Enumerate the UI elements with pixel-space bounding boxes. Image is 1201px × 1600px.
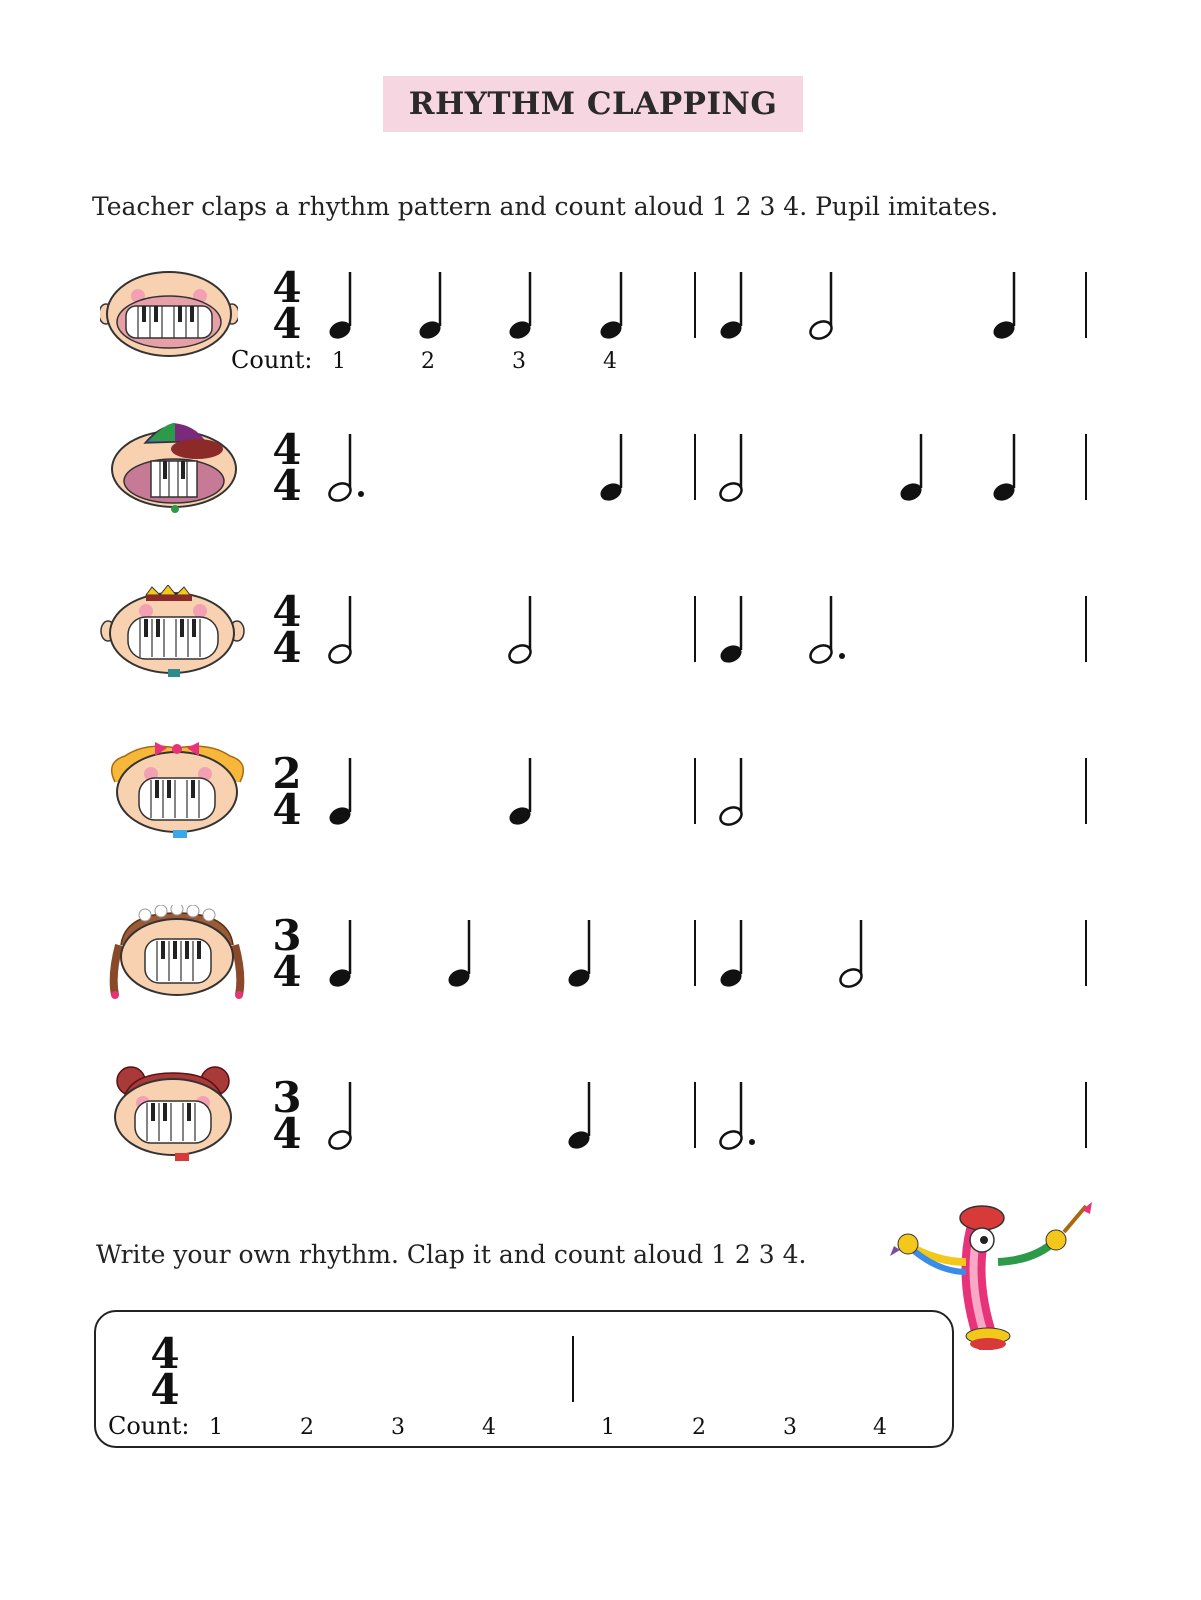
dotted-half-note: [716, 1080, 776, 1154]
time-signature-bottom: 4: [272, 947, 302, 996]
time-signature-bottom: 4: [272, 1109, 302, 1158]
quarter-note: [325, 270, 385, 344]
barline: [694, 920, 696, 986]
quarter-note: [444, 918, 504, 992]
barline: [1085, 920, 1087, 986]
time-signature-bottom: 4: [272, 785, 302, 834]
time-signature: [150, 1329, 180, 1414]
count-number: 4: [482, 1415, 496, 1440]
smiling-face-cap-icon: [105, 415, 243, 515]
half-note: [325, 1080, 385, 1154]
quarter-note: [896, 432, 956, 506]
time-signature: [272, 425, 302, 510]
quarter-note: [989, 432, 1049, 506]
count-number: 1: [209, 1415, 223, 1440]
quarter-note: [564, 1080, 624, 1154]
half-note: [836, 918, 896, 992]
barline: [1085, 1082, 1087, 1148]
time-signature-bottom: 4: [272, 299, 302, 348]
time-signature: [272, 1073, 302, 1158]
barline: [1085, 434, 1087, 500]
count-number: 4: [603, 349, 617, 374]
count-label: Count:: [108, 1412, 190, 1440]
write-rhythm-box[interactable]: [94, 1310, 954, 1448]
write-prompt: Write your own rhythm. Clap it and count aloud 1 2 3 4.: [96, 1240, 807, 1269]
quarter-note: [596, 432, 656, 506]
time-signature-bottom: 4: [272, 623, 302, 672]
quarter-note: [564, 918, 624, 992]
count-number: 2: [421, 349, 435, 374]
time-signature: [272, 749, 302, 834]
title-banner: [383, 76, 803, 132]
quarter-note: [415, 270, 475, 344]
quarter-note: [716, 594, 776, 668]
time-signature-top: 4: [272, 263, 302, 312]
time-signature-top: 4: [150, 1329, 180, 1378]
count-number: 3: [783, 1415, 797, 1440]
dotted-half-note: [806, 594, 866, 668]
time-signature-bottom: 4: [272, 461, 302, 510]
count-number: 1: [601, 1415, 615, 1440]
time-signature-top: 3: [272, 911, 302, 960]
time-signature: [272, 911, 302, 996]
barline: [1085, 758, 1087, 824]
half-note: [716, 432, 776, 506]
count-number: 3: [512, 349, 526, 374]
time-signature-top: 4: [272, 425, 302, 474]
time-signature-top: 4: [272, 587, 302, 636]
instruction-text: Teacher claps a rhythm pattern and count aloud 1 2 3 4. Pupil imitates.: [92, 192, 999, 221]
quarter-note: [325, 918, 385, 992]
barline: [1085, 596, 1087, 662]
smiling-face-crown-icon: [100, 585, 245, 680]
page-title: RHYTHM CLAPPING: [408, 86, 778, 122]
smiling-face-bald-icon: [100, 268, 238, 360]
time-signature-top: 2: [272, 749, 302, 798]
count-label: Count:: [231, 346, 313, 374]
quarter-note: [989, 270, 1049, 344]
barline: [1085, 272, 1087, 338]
quarter-note: [596, 270, 656, 344]
time-signature-top: 3: [272, 1073, 302, 1122]
barline: [694, 758, 696, 824]
quarter-note: [716, 270, 776, 344]
quarter-note: [505, 756, 565, 830]
barline: [694, 596, 696, 662]
quarter-note: [505, 270, 565, 344]
count-number: 4: [873, 1415, 887, 1440]
smiling-face-flowers-icon: [105, 905, 250, 1005]
half-note: [505, 594, 565, 668]
count-number: 2: [300, 1415, 314, 1440]
count-number: 1: [332, 349, 346, 374]
barline: [694, 1082, 696, 1148]
smiling-face-bow-icon: [105, 742, 250, 842]
dotted-half-note: [325, 432, 385, 506]
smiling-face-buns-icon: [105, 1065, 240, 1165]
barline: [694, 434, 696, 500]
count-number: 3: [391, 1415, 405, 1440]
quarter-note: [716, 918, 776, 992]
barline: [694, 272, 696, 338]
time-signature: [272, 587, 302, 672]
quarter-note: [325, 756, 385, 830]
count-number: 2: [692, 1415, 706, 1440]
half-note: [806, 270, 866, 344]
time-signature-bottom: 4: [150, 1365, 180, 1414]
half-note: [716, 756, 776, 830]
time-signature: [272, 263, 302, 348]
half-note: [325, 594, 385, 668]
barline: [572, 1336, 574, 1402]
